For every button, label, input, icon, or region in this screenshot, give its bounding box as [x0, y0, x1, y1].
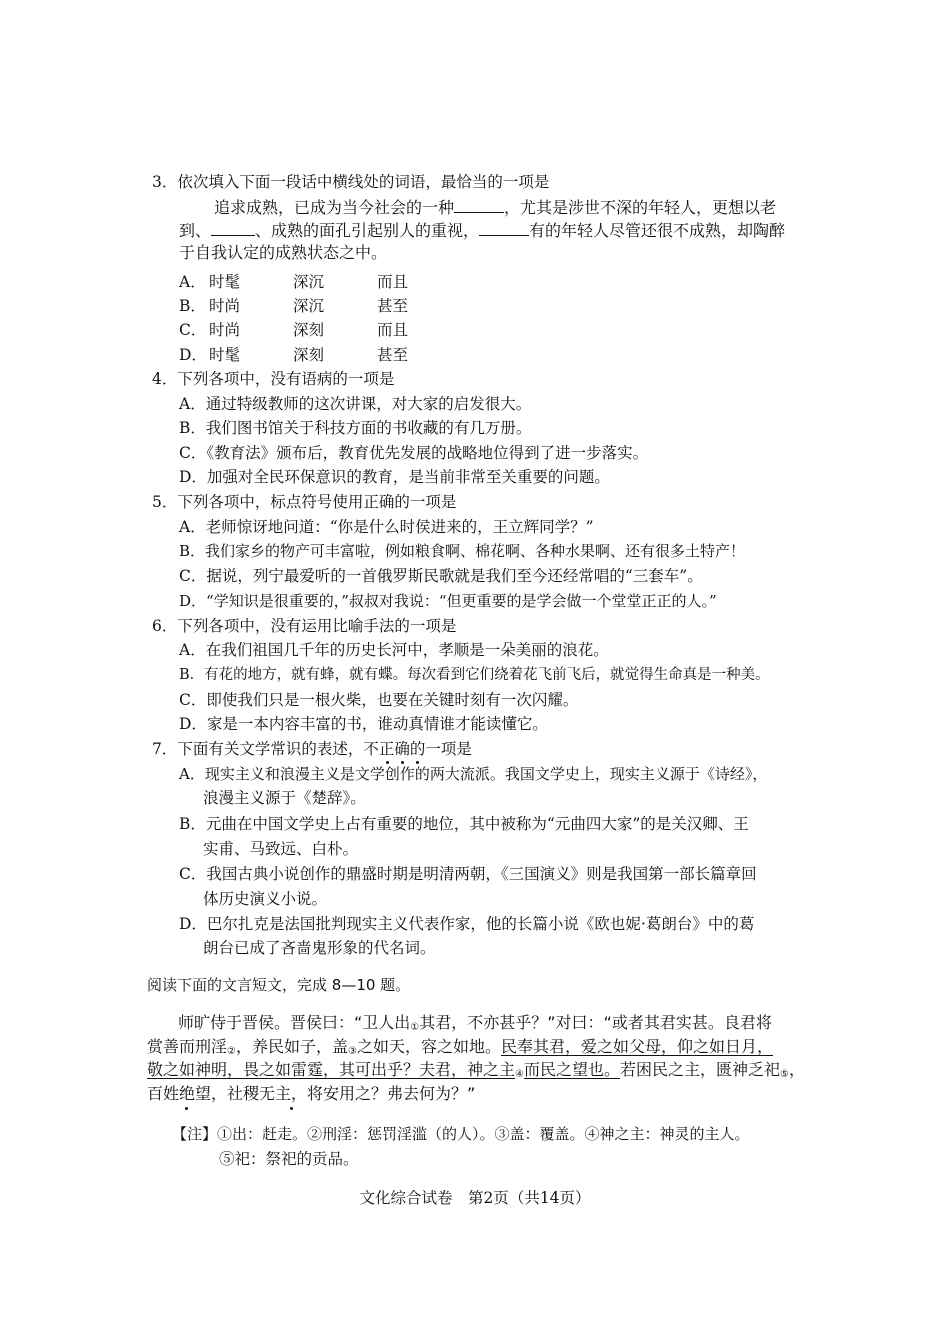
note-line-1: 【注】①出：赶走。②刑淫：惩罚淫滥（的人）。③盖：覆盖。④神之主：神灵的主人。: [172, 1125, 750, 1143]
q5-option-c: C．据说，列宁最爱听的一首俄罗斯民歌就是我们至今还经常唱的“三套车”。: [179, 567, 703, 585]
page-footer: 文化综合试卷 第2页（共14页）: [359, 1189, 591, 1207]
q3-option-b: B． 时尚 深沉 甚至: [179, 297, 409, 315]
note-line-2: ⑤祀：祭祀的贡品。: [219, 1150, 359, 1168]
q7-option-d-line-2: 朗台已成了吝啬鬼形象的代名词。: [203, 939, 436, 957]
blank-1: [454, 196, 504, 213]
q3-passage-line-1: 追求成熟，已成为当今社会的一种 ，尤其是涉世不深的年轻人，更想以老: [214, 198, 777, 217]
q5-option-b: B．我们家乡的物产可丰富啦，例如粮食啊、棉花啊、各种水果啊、还有很多土特产！: [179, 542, 746, 560]
q3-passage-line-2: 到、 、成熟的面孔引起别人的重视， 有的年轻人尽管还很不成熟，却陶醉: [179, 221, 786, 240]
emphasis-dot: [290, 1107, 293, 1110]
emphasis-dot: [185, 1107, 188, 1110]
underlined-phrase: 而民之望也。: [523, 1060, 620, 1079]
reading-line-2: 赏善而刑淫$_②$，养民如子，盖$_③$之如天，容之如地。民奉其君，爱之如父母，仰之如日月，: [147, 1037, 773, 1057]
q6-option-d: D．家是一本内容丰富的书，谁动真情谁才能读懂它。: [179, 715, 548, 733]
q5-option-a: A．老师惊讶地问道：“你是什么时侯进来的，王立辉同学？”: [179, 518, 594, 536]
q7-option-b-line-1: B．元曲在中国文学史上占有重要的地位，其中被称为“元曲四大家”的是关汉卿、王: [179, 815, 749, 833]
q4-option-a: A．通过特级教师的这次讲课，对大家的启发很大。: [179, 395, 532, 413]
q4-option-b: B．我们图书馆关于科技方面的书收藏的有几万册。: [179, 419, 532, 437]
reading-line-1: 师旷侍于晋侯。晋侯曰：“卫人出$_①$其君，不亦甚乎？”对曰：“或者其君实甚。良君将: [178, 1013, 772, 1033]
q7-option-d-line-1: D．巴尔扎克是法国批判现实主义代表作家，他的长篇小说《欧也妮·葛朗台》中的葛: [179, 915, 755, 933]
blank-2: [211, 219, 255, 236]
q7-option-c-line-2: 体历史演义小说。: [203, 890, 328, 908]
q7-option-c-line-1: C．我国古典小说创作的鼎盛时期是明清两朝，《三国演义》则是我国第一部长篇章回: [179, 865, 757, 883]
reading-line-4: 百姓绝望，社稷无主，将安用之？弗去何为？”: [147, 1084, 476, 1103]
reading-intro: 阅读下面的文言短文，完成 8—10 题。: [147, 976, 411, 994]
q6-option-a: A．在我们祖国几千年的历史长河中，孝顺是一朵美丽的浪花。: [179, 641, 609, 659]
underlined-phrase: 民奉其君，爱之如父母，仰之如日月，: [500, 1037, 773, 1056]
q3-option-c: C． 时尚 深刻 而且: [179, 321, 409, 339]
q3-option-d: D． 时髦 深刻 甚至: [179, 346, 409, 364]
q4-option-d: D．加强对全民环保意识的教育，是当前非常至关重要的问题。: [179, 468, 610, 486]
q3-option-a: A． 时髦 深沉 而且: [179, 273, 409, 291]
q3-stem: 3．依次填入下面一段话中横线处的词语，最恰当的一项是: [152, 173, 550, 191]
q7-option-a-line-2: 浪漫主义源于《楚辞》。: [203, 789, 366, 807]
q7-stem: 7．下面有关文学常识的表述，不正确的一项是: [152, 740, 472, 758]
reading-line-3: 敬之如神明，畏之如雷霆，其可出乎？夫君，神之主$_④$而民之望也。若困民之主，匮神乏祀$_⑤$，: [147, 1060, 805, 1080]
q7-option-a-line-1: A．现实主义和浪漫主义是文学创作的两大流派。我国文学史上，现实主义源于《诗经》，: [179, 765, 768, 783]
q3-passage-line-3: 于自我认定的成熟状态之中。: [179, 243, 388, 262]
q5-option-d: D．“学知识是很重要的，”叔叔对我说：“但更重要的是学会做一个堂堂正正的人。”: [179, 592, 717, 610]
underlined-phrase: 敬之如神明，畏之如雷霆，其可出乎？夫君，神之主: [147, 1060, 516, 1079]
q6-option-b: B．有花的地方，就有蜂，就有蝶。每次看到它们绕着花飞前飞后，就觉得生命真是一种美。: [179, 667, 770, 683]
q7-option-b-line-2: 实甫、马致远、白朴。: [203, 840, 359, 858]
blank-3: [479, 219, 529, 236]
q4-stem: 4．下列各项中，没有语病的一项是: [152, 370, 395, 388]
q6-stem: 6．下列各项中，没有运用比喻手法的一项是: [152, 617, 457, 635]
q4-option-c: C．《教育法》颁布后，教育优先发展的战略地位得到了进一步落实。: [179, 444, 649, 462]
q6-option-c: C．即使我们只是一根火柴，也要在关键时刻有一次闪耀。: [179, 691, 579, 709]
q5-stem: 5．下列各项中，标点符号使用正确的一项是: [152, 493, 457, 511]
